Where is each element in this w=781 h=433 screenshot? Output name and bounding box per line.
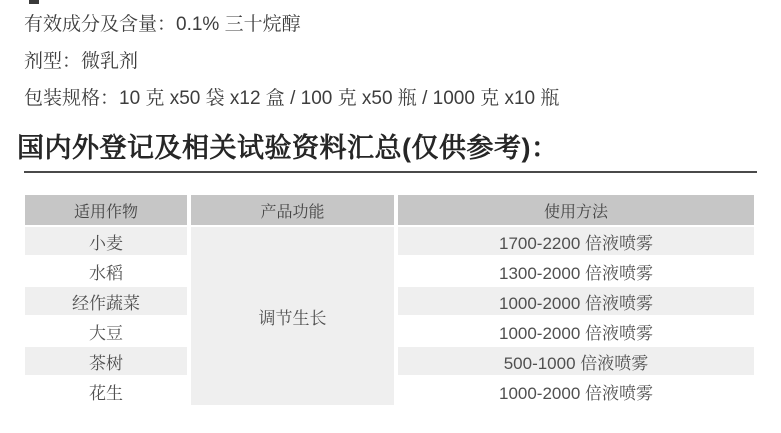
product-info-block [24, 6, 559, 117]
crop-cell: 水稻 [25, 257, 187, 285]
heading-rule [24, 171, 757, 173]
table-header-function: 产品功能 [191, 195, 394, 225]
crop-cell: 茶树 [25, 347, 187, 375]
crop-cell: 花生 [25, 377, 187, 405]
section-heading: 国内外登记及相关试验资料汇总(仅供参考)： [17, 133, 559, 163]
usage-cell: 1000-2000 倍液喷雾 [398, 287, 754, 315]
crop-cell: 小麦 [25, 227, 187, 255]
registration-usage-table [25, 195, 754, 405]
merged-function-cell: 调节生长 [191, 227, 394, 405]
usage-cell: 1000-2000 倍液喷雾 [398, 377, 754, 405]
corner-artifact [29, 0, 39, 4]
usage-cell: 500-1000 倍液喷雾 [398, 347, 754, 375]
usage-cell: 1300-2000 倍液喷雾 [398, 257, 754, 285]
usage-cell: 1700-2200 倍液喷雾 [398, 227, 754, 255]
packaging-line: 包装规格：10 克 x50 袋 x12 盒 / 100 克 x50 瓶 / 1000 克 x10 瓶 [24, 88, 560, 109]
table-header-usage: 使用方法 [398, 195, 754, 225]
crop-cell: 经作蔬菜 [25, 287, 187, 315]
crop-cell: 大豆 [25, 317, 187, 345]
active-ingredient-line: 有效成分及含量：0.1% 三十烷醇 [24, 14, 301, 35]
formulation-line: 剂型：微乳剂 [24, 51, 139, 72]
usage-cell: 1000-2000 倍液喷雾 [398, 317, 754, 345]
table-header-crop: 适用作物 [25, 195, 187, 225]
